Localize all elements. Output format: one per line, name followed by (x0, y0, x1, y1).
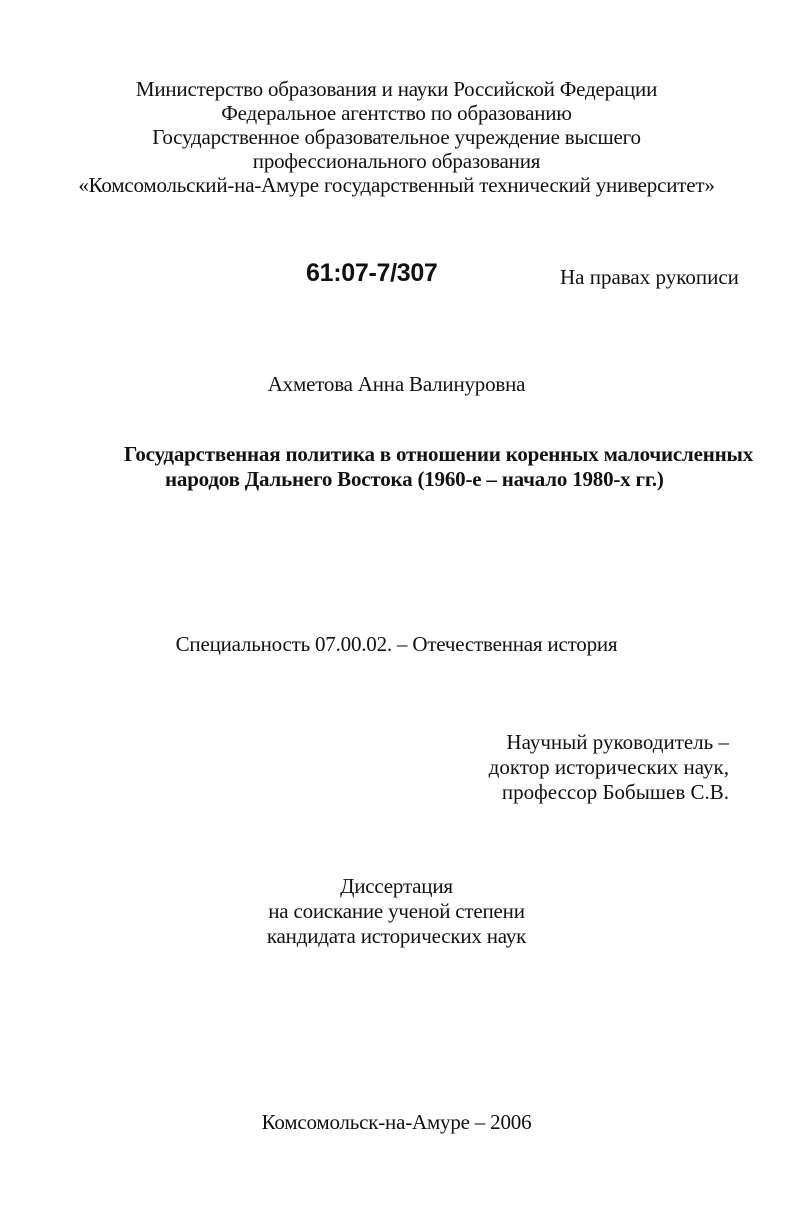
advisor-name: профессор Бобышев С.В. (501, 780, 729, 804)
education-level-line: профессионального образования (252, 149, 541, 173)
title-line-2: народов Дальнего Востока (1960-е – начало 1980-х гг.) (165, 467, 664, 491)
agency-line: Федеральное агентство по образованию (221, 101, 572, 125)
advisor-block (489, 730, 729, 805)
manuscript-note: На правах рукописи (560, 265, 739, 289)
title-line-1: Государственная политика в отношении коренных малочисленных (124, 442, 754, 466)
specialty-line: Специальность 07.00.02. – Отечественная история (175, 632, 618, 656)
advisor-degree: доктор исторических наук, (488, 755, 729, 779)
place-year: Комсомольск-на-Амуре – 2006 (261, 1110, 532, 1134)
degree-purpose: на соискание ученой степени (268, 899, 525, 923)
author-name: Ахметова Анна Валинуровна (267, 372, 526, 396)
university-name-line: «Комсомольский-на-Амуре государственный технический университет» (78, 173, 715, 197)
ministry-line: Министерство образования и науки Российской Федерации (135, 77, 658, 101)
degree-name: кандидата исторических наук (266, 924, 527, 948)
advisor-role: Научный руководитель – (506, 730, 729, 754)
dissertation-label: Диссертация (340, 874, 453, 898)
institution-type-line: Государственное образовательное учреждение высшего (152, 125, 641, 149)
catalog-code: 61:07-7/307 (306, 259, 438, 287)
